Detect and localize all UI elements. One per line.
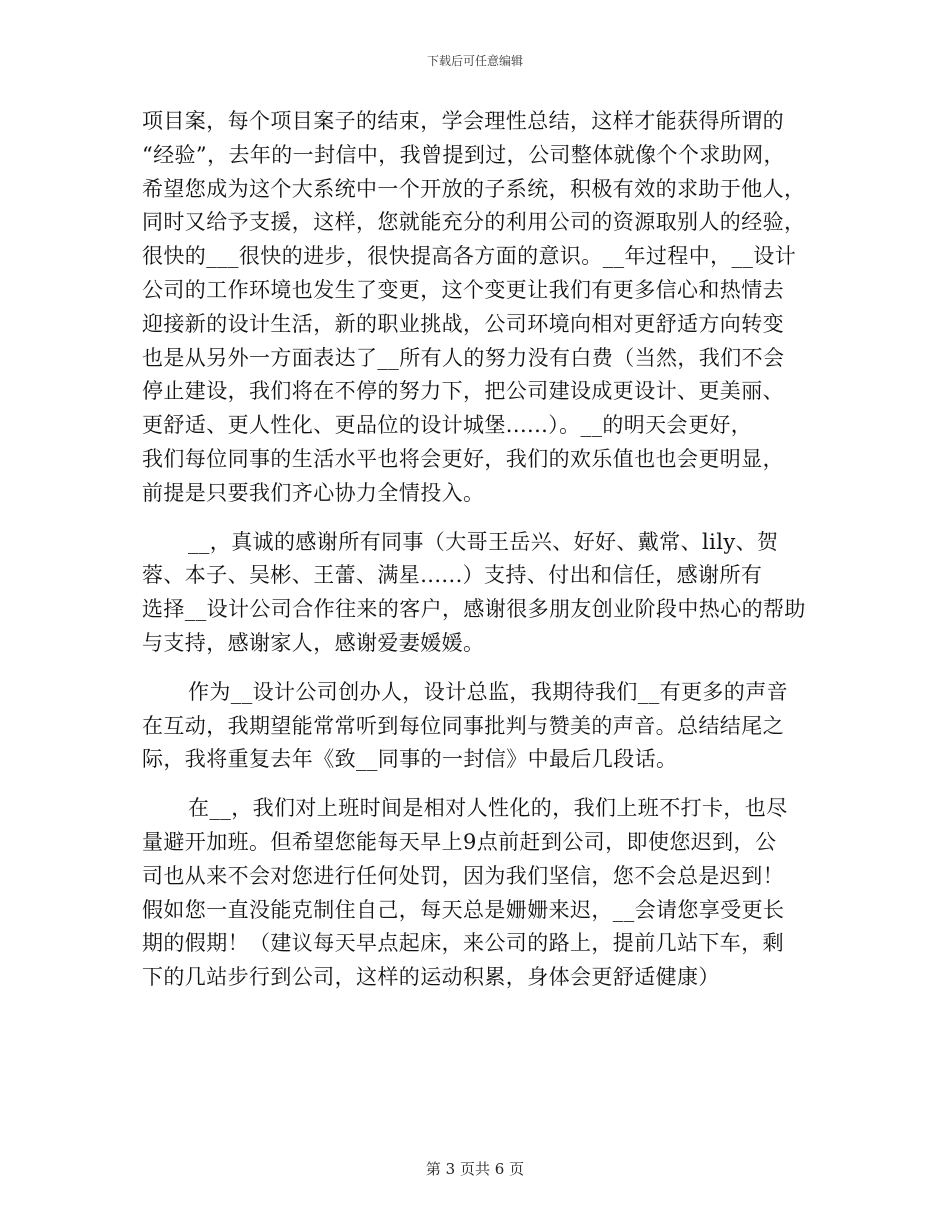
text-line: 选择__设计公司合作往来的客户，感谢很多朋友创业阶段中热心的帮助 (142, 597, 806, 622)
text-line: 司也从来不会对您进行任何处罚，因为我们坚信，您不会总是迟到！ (142, 863, 784, 888)
text-line: 际，我将重复去年《致__同事的一封信》中最后几段话。 (142, 747, 678, 772)
text-line: 项目案，每个项目案子的结束，学会理性总结，这样才能获得所谓的 (142, 109, 784, 133)
text-line: 蓉、本子、吴彬、王蕾、满星......）支持、付出和信任，感谢所有 (142, 563, 763, 588)
text-line: 前提是只要我们齐心协力全情投入。 (142, 480, 485, 505)
text-line: “经验”，去年的一封信中，我曾提到过，公司整体就像个个求助网， (142, 142, 785, 167)
text-line: 量避开加班。但希望您能每天早上9点前赶到公司，即使您迟到，公 (142, 829, 777, 854)
page-header-note: 下载后可任意编辑 (426, 54, 523, 68)
text-line: 期的假期！（建议每天早点起床，来公司的路上，提前几站下车，剩 (142, 931, 784, 956)
paragraph-3 (142, 676, 802, 777)
paragraph-2 (142, 526, 806, 661)
paragraph-4 (142, 792, 802, 995)
text-line: 在互动，我期望能常常听到每位同事批判与赞美的声音。总结结尾之 (142, 713, 784, 738)
text-line: 作为__设计公司创办人，设计总监，我期待我们__有更多的声音 (188, 679, 788, 704)
text-line: 假如您一直没能克制住自己，每天总是姗姗来迟，__会请您享受更长 (142, 897, 785, 922)
page-number: 第 3 页共 6 页 (425, 1160, 525, 1178)
text-line: 在__，我们对上班时间是相对人性化的，我们上班不打卡，也尽 (188, 796, 788, 821)
text-line: 下的几站步行到公司，这样的运动积累，身体会更舒适健康） (142, 965, 720, 990)
text-line: 迎接新的设计生活，新的职业挑战，公司环境向相对更舒适方向转变 (142, 311, 784, 336)
text-line: 停止建设，我们将在不停的努力下，把公司建设成更设计、更美丽、 (142, 379, 784, 404)
text-line: 很快的___很快的进步，很快提高各方面的意识。__年过程中，__设计 (142, 244, 797, 269)
text-line: 与支持，感谢家人，感谢爱妻媛媛。 (142, 630, 485, 655)
text-line: __，真诚的感谢所有同事（大哥王岳兴、好好、戴常、lily、贺 (188, 529, 779, 554)
text-line: 也是从另外一方面表达了__所有人的努力没有白费（当然，我们不会 (142, 345, 785, 370)
text-line: 我们每位同事的生活水平也将会更好，我们的欢乐值也也会更明显， (142, 446, 784, 471)
document-body (142, 105, 806, 995)
text-line: 公司的工作环境也发生了变更，这个变更让我们有更多信心和热情去 (142, 277, 784, 302)
paragraph-1 (142, 105, 806, 511)
text-line: 更舒适、更人性化、更品位的设计城堡......）。__的明天会更好， (142, 413, 753, 438)
text-line: 希望您成为这个大系统中一个开放的子系统，积极有效的求助于他人， (142, 176, 806, 201)
text-line: 同时又给予支援，这样，您就能充分的利用公司的资源取别人的经验， (142, 210, 806, 235)
